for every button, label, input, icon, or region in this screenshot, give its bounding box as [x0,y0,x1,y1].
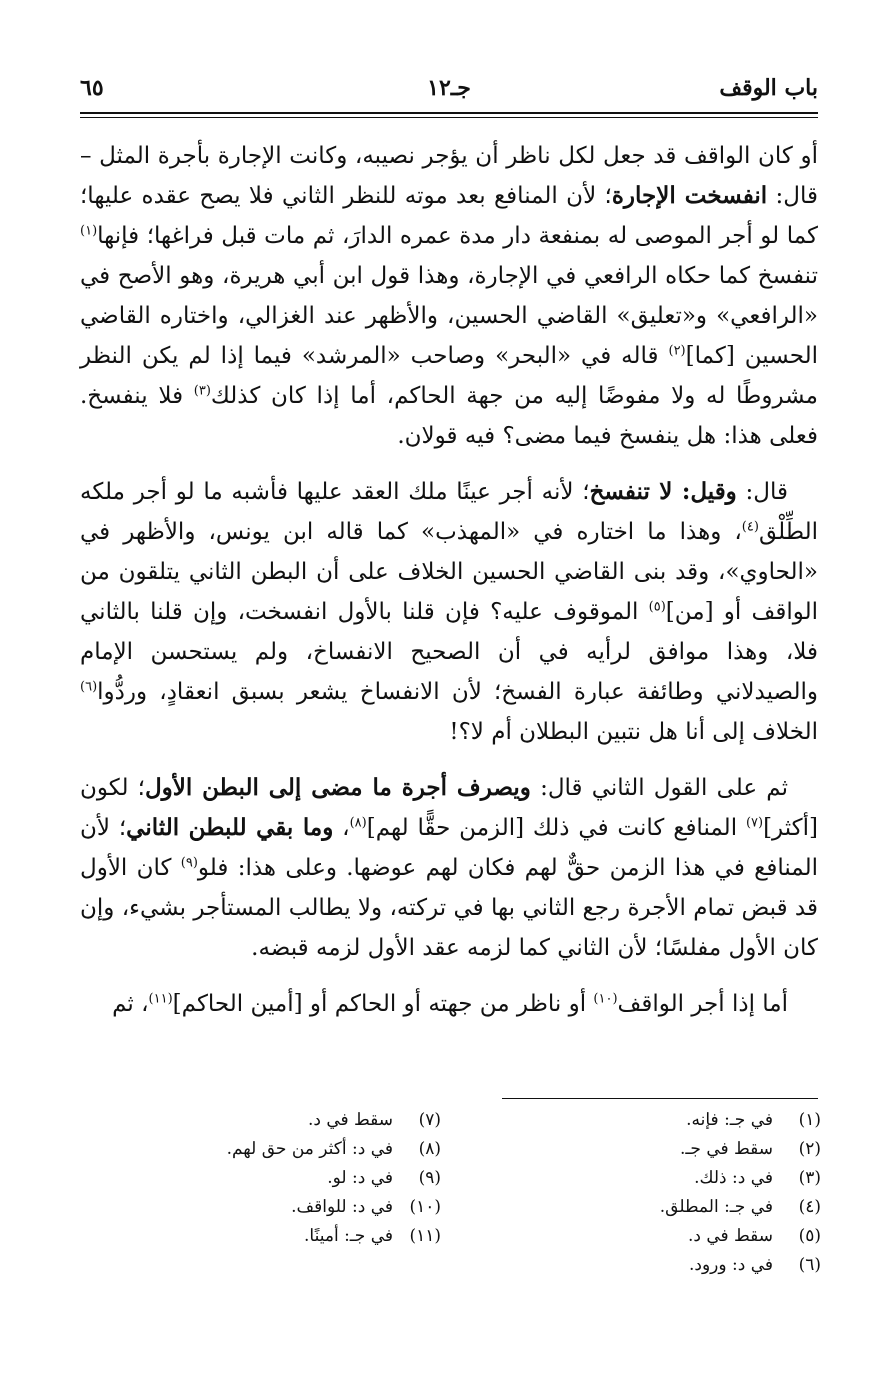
text-run: ؛ لأن المنافع بعد موته للنظر الثاني فلا يصح عقده عليها؛ كما لو أجر الموصى له بمنفعة دار مدة عمره الدارَ، ثم مات قبل فراغها؛ فإنها [80,183,818,249]
paragraph-2 [80,472,818,752]
footnote-item [111,1193,441,1222]
main-text [80,136,818,1040]
footnote-text: سقط في جـ. [680,1139,773,1159]
footnote-text: في د: أكثر من حق لهم. [226,1139,393,1159]
footnote-ref[interactable]: (١) [80,223,98,239]
text-run: ؛ لكون [أكثر] [80,775,818,841]
footnote-number: (١) [798,1110,821,1130]
text-run: ثم على القول الثاني قال: [530,775,789,801]
footnote-text: في د: ورود. [688,1255,773,1275]
page-number: ٦٥ [80,75,104,101]
footnote-item [501,1106,821,1135]
footnote-item [501,1164,821,1193]
footnote-ref[interactable]: (٤) [741,519,759,535]
footnote-item [111,1106,441,1135]
footnote-ref[interactable]: (٢) [668,343,686,359]
footnote-item [111,1222,441,1251]
footnote-ref[interactable]: (٩) [180,855,198,871]
footnote-number: (٩) [418,1168,441,1188]
page-header [80,68,818,108]
volume-number: جـ١٢ [427,75,471,101]
footnote-text: في د: ذلك. [694,1168,773,1188]
footnote-item [501,1135,821,1164]
footnote-ref[interactable]: (٥) [648,599,666,615]
text-run: قاله في «البحر» وصاحب «المرشد» فيما إذا لم يكن النظر مشروطًا له ولا مفوضًا إليه من جهة الحاكم، أما إذا كان كذلك [80,343,819,409]
text-run: أما إذا أجر الواقف [617,991,788,1017]
footnote-number: (٦) [798,1255,821,1275]
footnote-number: (٣) [798,1168,821,1188]
footnote-text: في د: للواقف. [291,1197,393,1217]
text-run: قال: [736,479,788,505]
header-rule-thick [80,112,818,114]
footnote-item [501,1193,821,1222]
bold-matn: ويصرف أجرة ما مضى إلى البطن الأول [144,774,531,801]
footnotes-left-column [111,1106,441,1251]
footnote-text: في د: لو. [327,1168,393,1188]
text-run: كان الأول قد قبض تمام الأجرة رجع الثاني بها في تركته، ولا يطالب المستأجر بشيء، وإن كان الأول مفلسًا؛ لأن الثاني كما لزمه عقد الأول لزمه قبضه. [80,855,818,961]
text-run: أو ناظر من جهته أو الحاكم أو [أمين الحاكم] [172,991,594,1017]
text-run: تنفسخ كما حكاه الرافعي في الإجارة، وهذا قول ابن أبي هريرة، وهو الأصح في «الرافعي» و«تعليق» القاضي الحسين، والأظهر عند الغزالي، واختاره القاضي الحسين [كما] [80,263,818,369]
footnote-ref[interactable]: (١١) [148,991,173,1007]
chapter-title: باب الوقف [719,75,818,101]
footnote-ref[interactable]: (٧) [745,815,764,831]
footnote-number: (١٠) [409,1197,441,1217]
text-run: الخلاف إلى أنا هل نتبين البطلان أم لا؟! [449,719,818,745]
footnote-number: (٢) [798,1139,821,1159]
text-run: فلا ينفسخ. فعلى هذا: هل ينفسخ فيما مضى؟ فيه قولان. [80,383,818,449]
footnote-ref[interactable]: (٣) [193,383,211,399]
text-run: ، [333,815,350,841]
text-run: ؛ لأنه أجر عينًا ملك العقد عليها فأشبه ما لو أجر ملكه الطِّلْق [80,479,818,545]
bold-matn: وقيل: لا تنفسخ [589,478,737,505]
footnote-ref[interactable]: (٨) [349,815,367,831]
footnote-number: (٤) [798,1197,821,1217]
footnote-item [501,1251,821,1280]
footnote-text: في جـ: أمينًا. [304,1226,393,1246]
footnote-item [111,1164,441,1193]
paragraph-4 [80,984,818,1024]
bold-matn: انفسخت الإجارة [611,182,768,209]
footnote-separator [502,1098,818,1099]
footnote-number: (٨) [418,1139,441,1159]
footnote-item [501,1222,821,1251]
footnote-text: سقط في د. [307,1110,393,1130]
text-run: أو كان الواقف قد جعل لكل ناظر أن يؤجر نصيبه، وكانت الإجارة بأجرة المثل – قال: [80,143,819,209]
footnote-text: في جـ: المطلق. [659,1197,773,1217]
paragraph-3 [80,768,818,968]
footnote-ref[interactable]: (٦) [80,679,98,695]
footnote-number: (١١) [409,1226,441,1246]
footnote-text: سقط في د. [687,1226,773,1246]
text-run: الموقوف عليه؟ فإن قلنا بالأول انفسخت، وإن قلنا بالثاني فلا، وهذا موافق لرأيه في أن الصحيح الانفساخ، ولم يستحسن الإمام والصيدلاني وطائفة عبارة الفسخ؛ لأن الانفساخ يشعر بسبق انعقادٍ، وردُّوا [80,599,818,705]
paragraph-1 [80,136,818,456]
text-run: ، ثم [112,991,149,1017]
text-run: المنافع كانت في ذلك [الزمن حقًّا لهم] [366,815,746,841]
bold-matn: وما بقي للبطن الثاني [126,814,334,841]
footnote-number: (٧) [418,1110,441,1130]
footnote-item [111,1135,441,1164]
footnotes-right-column [501,1106,821,1280]
footnote-text: في جـ: فإنه. [686,1110,773,1130]
footnote-number: (٥) [798,1226,821,1246]
text-run: ، وهذا ما اختاره في «المهذب» كما قاله ابن يونس، والأظهر في «الحاوي»، وقد بنى القاضي الحسين الخلاف على أن البطن الثاني يتلقون من الواقف أو [من] [80,519,818,625]
text-run: ؛ لأن المنافع في هذا الزمن حقٌّ لهم فكان لهم عوضها. وعلى هذا: فلو [80,815,818,881]
footnote-ref[interactable]: (١٠) [593,991,618,1007]
header-rule-thin [80,117,818,118]
